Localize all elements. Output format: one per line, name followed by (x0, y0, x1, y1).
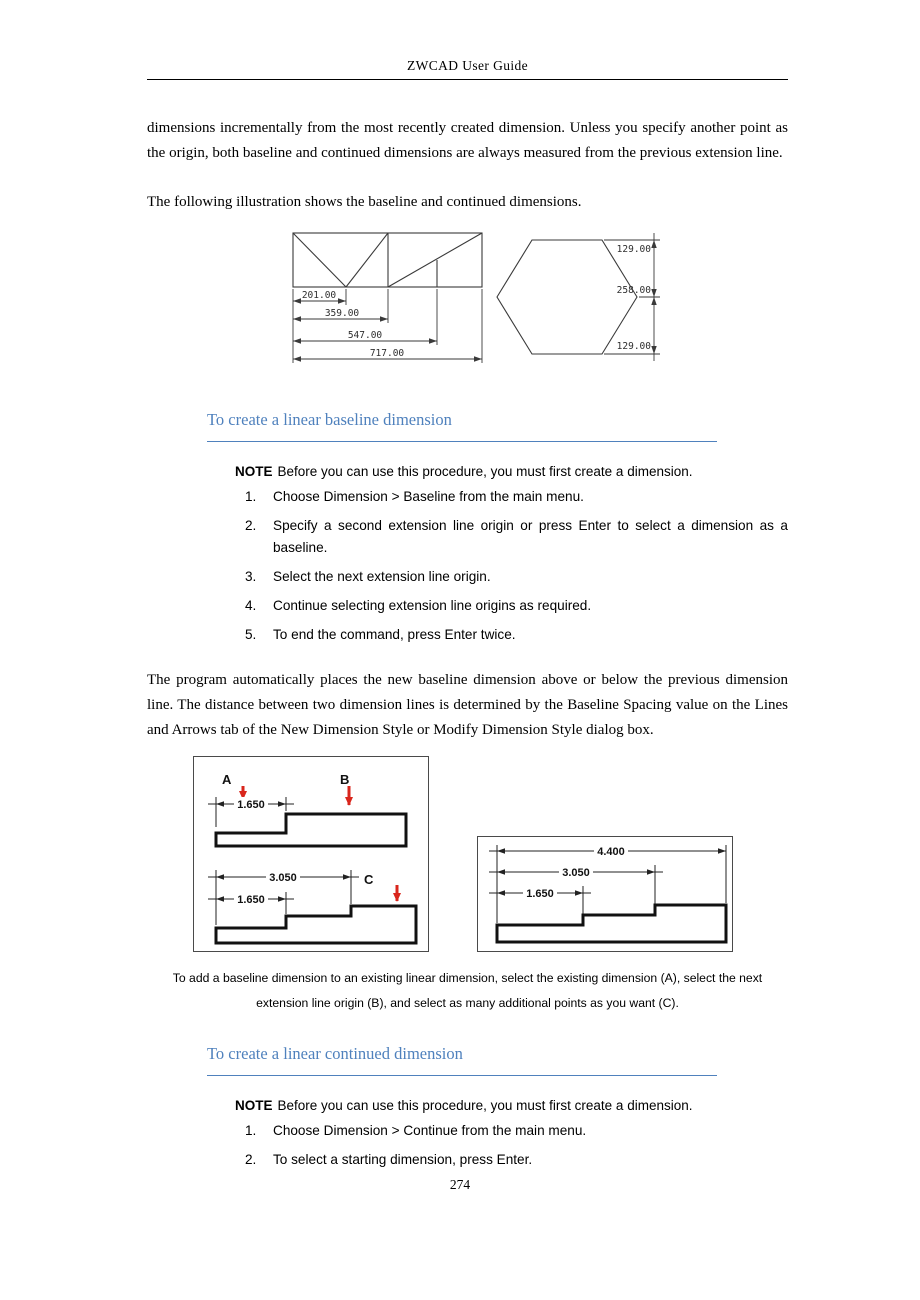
step-text: Select the next extension line origin. (273, 569, 491, 584)
note-label: NOTE (235, 464, 273, 479)
step-text: To select a starting dimension, press Enter. (273, 1152, 533, 1167)
dim-label-359: 359.00 (324, 308, 359, 319)
dim-label-201: 201.00 (301, 290, 336, 301)
step-text: Choose Dimension > Baseline from the main menu. (273, 489, 584, 504)
list-item (245, 566, 788, 588)
note-text: Before you can use this procedure, you must first create a dimension. (277, 1098, 693, 1113)
page-header (147, 0, 788, 80)
heading-continued-dimension: To create a linear continued dimension (207, 1044, 717, 1076)
dim-label-3050-right: 3.050 (562, 867, 590, 879)
step-text: Continue selecting extension line origins as required. (273, 598, 592, 613)
step-profile-bottom (216, 906, 416, 943)
list-item (245, 595, 788, 617)
step-number: 3. (245, 569, 257, 584)
dim-label-129-bottom: 129.00 (616, 341, 651, 352)
dim-label-3050: 3.050 (269, 872, 297, 884)
heading-baseline-dimension: To create a linear baseline dimension (207, 410, 717, 442)
dim-label-1650-right: 1.650 (526, 888, 554, 900)
list-item (245, 624, 788, 646)
step-number: 2. (245, 1152, 257, 1167)
step-number: 1. (245, 489, 257, 504)
dim-label-1650-bottom: 1.650 (237, 894, 265, 906)
header-rule (147, 79, 788, 80)
fig1-left-part-drawing (293, 233, 482, 287)
list-item (245, 515, 788, 559)
figure-baseline-right-box (477, 836, 733, 952)
dim-label-258: 258.00 (616, 285, 651, 296)
step-number: 1. (245, 1123, 257, 1138)
paragraph-baseline-spacing: The program automatically places the new baseline dimension above or below the previous dimension line. The distance between two dimension lines is determined by the Baseline Spacing value on the Lines and Arrows tab of the New Dimension Style or Modify Dimension Style dialog box. (147, 672, 788, 738)
note-label: NOTE (235, 1098, 273, 1113)
note-continued (235, 1098, 788, 1113)
figure-baseline-example-row (193, 756, 788, 952)
list-item (245, 486, 788, 508)
figure2-right-svg (478, 837, 732, 951)
dim-label-547: 547.00 (347, 330, 382, 341)
figure2-left-svg (194, 757, 428, 951)
note-baseline (235, 464, 788, 479)
baseline-steps-list (147, 486, 788, 646)
document-title: ZWCAD User Guide (406, 58, 529, 73)
list-item (245, 1120, 788, 1142)
figure-baseline-continued-illustration (147, 227, 788, 382)
dim-label-4400: 4.400 (597, 846, 625, 858)
dim-label-1650-top: 1.650 (237, 799, 265, 811)
step-text: Specify a second extension line origin or press Enter to select a dimension as a baseline. (273, 518, 788, 555)
figure1-svg (268, 227, 668, 377)
continued-steps-list (147, 1120, 788, 1171)
callout-a-label: A (222, 772, 232, 787)
step-text: Choose Dimension > Continue from the main menu. (273, 1123, 587, 1138)
step-text: To end the command, press Enter twice. (273, 627, 516, 642)
step-number: 2. (245, 518, 257, 533)
figure-baseline-left-box (193, 756, 429, 952)
paragraph-intro: dimensions incrementally from the most recently created dimension. Unless you specify another point as the origin, both baseline and continued dimensions are always measured from the previous extension line. (147, 120, 788, 161)
list-item (245, 1149, 788, 1171)
callout-b-label: B (340, 772, 350, 787)
page-number: 274 (449, 1177, 471, 1192)
step-profile-right (497, 905, 726, 942)
step-profile-top (216, 814, 406, 846)
figure-caption: To add a baseline dimension to an existing linear dimension, select the existing dimension (A), select the next extension line origin (B), and select as many additional points as you want (C). (172, 971, 763, 1010)
step-number: 4. (245, 598, 257, 613)
paragraph-illustration-lead: The following illustration shows the baseline and continued dimensions. (147, 194, 582, 210)
fig1-hexagon-drawing (497, 240, 637, 354)
dim-label-717: 717.00 (369, 348, 404, 359)
callout-c-label: C (364, 872, 374, 887)
note-text: Before you can use this procedure, you must first create a dimension. (277, 464, 693, 479)
step-number: 5. (245, 627, 257, 642)
dim-label-129-top: 129.00 (616, 244, 651, 255)
